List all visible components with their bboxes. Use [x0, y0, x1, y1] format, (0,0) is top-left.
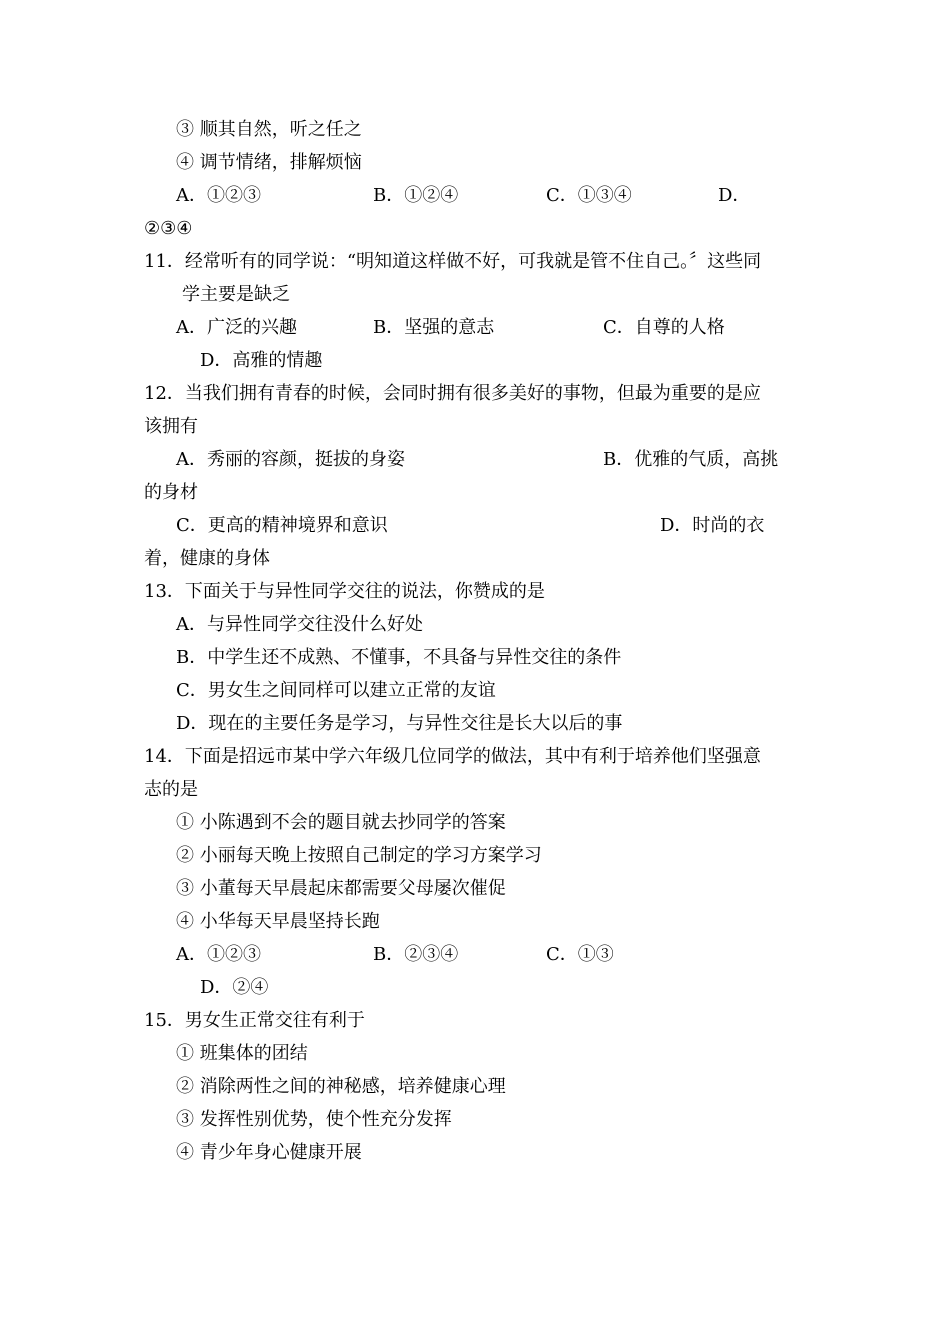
q11-option-d: D．高雅的情趣	[200, 350, 323, 371]
q12-stem-line-1: 12．当我们拥有青春的时候，会同时拥有很多美好的事物，但最为重要的是应	[144, 383, 761, 404]
q11-option-b: B．坚强的意志	[373, 317, 495, 338]
q15-item-1: ① 班集体的团结	[176, 1043, 308, 1064]
q12-option-d-line-1: D．时尚的衣	[660, 515, 765, 536]
q15-stem: 15．男女生正常交往有利于	[144, 1010, 365, 1031]
q14-stem-line-1: 14．下面是招远市某中学六年级几位同学的做法，其中有利于培养他们坚强意	[144, 746, 761, 767]
q12-option-d-line-2: 着，健康的身体	[144, 548, 270, 569]
q10-item-3: ③ 顺其自然，听之任之	[176, 119, 362, 140]
q13-option-b: B．中学生还不成熟、不懂事，不具备与异性交往的条件	[176, 647, 622, 668]
q14-item-1: ① 小陈遇到不会的题目就去抄同学的答案	[176, 812, 506, 833]
q12-option-b-line-2: 的身材	[144, 482, 198, 503]
q14-item-3: ③ 小董每天早晨起床都需要父母屡次催促	[176, 878, 506, 899]
q11-stem-line-1: 11．经常听有的同学说：“明知道这样做不好，可我就是管不住自己。〞这些同	[144, 251, 762, 272]
q12-option-b-line-1: B．优雅的气质，高挑	[603, 449, 779, 470]
q13-option-d: D．现在的主要任务是学习，与异性交往是长大以后的事	[176, 713, 623, 734]
q10-option-d-value: ②③④	[144, 218, 193, 239]
q14-option-a: A．①②③	[176, 944, 261, 965]
q13-stem: 13．下面关于与异性同学交往的说法，你赞成的是	[144, 581, 545, 602]
q11-stem-line-2: 学主要是缺乏	[182, 284, 290, 305]
q14-option-c: C．①③	[546, 944, 614, 965]
q13-option-a: A．与异性同学交往没什么好处	[176, 614, 423, 635]
q10-option-d-label: D．	[718, 185, 751, 206]
q14-option-b: B．②③④	[373, 944, 459, 965]
q11-option-c: C．自尊的人格	[603, 317, 725, 338]
q14-item-2: ② 小丽每天晚上按照自己制定的学习方案学习	[176, 845, 542, 866]
q10-option-c: C．①③④	[546, 185, 632, 206]
q13-option-c: C．男女生之间同样可以建立正常的友谊	[176, 680, 496, 701]
q12-option-c: C．更高的精神境界和意识	[176, 515, 388, 536]
q15-item-4: ④ 青少年身心健康开展	[176, 1142, 362, 1163]
q10-item-4: ④ 调节情绪，排解烦恼	[176, 152, 362, 173]
q11-option-a: A．广泛的兴趣	[176, 317, 297, 338]
q15-item-3: ③ 发挥性别优势，使个性充分发挥	[176, 1109, 452, 1130]
q14-option-d: D．②④	[200, 977, 269, 998]
q15-item-2: ② 消除两性之间的神秘感，培养健康心理	[176, 1076, 506, 1097]
q14-item-4: ④ 小华每天早晨坚持长跑	[176, 911, 380, 932]
q10-option-a: A．①②③	[176, 185, 261, 206]
q12-stem-line-2: 该拥有	[144, 416, 198, 437]
q12-option-a: A．秀丽的容颜，挺拔的身姿	[176, 449, 405, 470]
q14-stem-line-2: 志的是	[144, 779, 198, 800]
q10-option-b: B．①②④	[373, 185, 459, 206]
